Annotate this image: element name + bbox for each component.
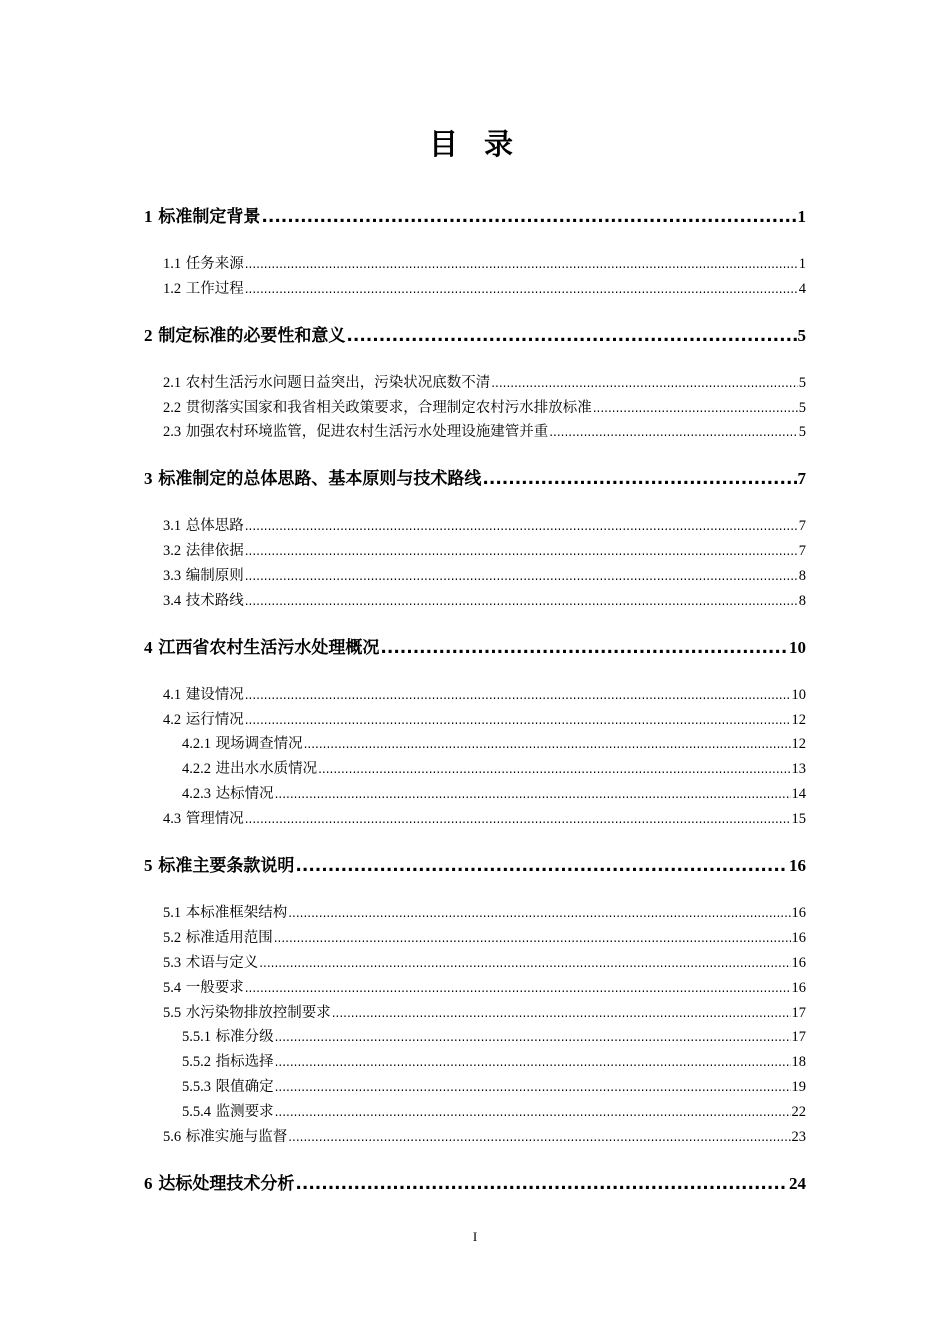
toc-entry-number: 2.1	[163, 375, 182, 391]
toc-entry-text: 术语与定义	[185, 955, 259, 971]
toc-entry-text: 标准分级	[215, 1029, 274, 1045]
toc-entry-number: 4.1	[163, 687, 182, 703]
toc-entry[interactable]	[144, 324, 806, 348]
toc-entry[interactable]	[182, 734, 806, 754]
toc-entry-page: 16	[789, 856, 806, 875]
toc-leader-dots	[288, 903, 790, 923]
toc-entry-page: 7	[797, 469, 806, 488]
toc-entry-text: 贯彻落实国家和我省相关政策要求，合理制定农村污水排放标准	[185, 400, 592, 416]
toc-entry-number: 2.3	[163, 424, 182, 440]
toc-entry-text: 总体思路	[185, 518, 244, 534]
toc-entry-page: 1	[797, 207, 806, 226]
toc-entry-number: 1.2	[163, 281, 182, 297]
toc-leader-dots	[275, 1102, 791, 1122]
toc-entry-text: 水污染物排放控制要求	[185, 1005, 331, 1021]
toc-entry-text: 限值确定	[215, 1079, 274, 1095]
toc-leader-dots	[245, 591, 798, 611]
toc-entry[interactable]	[163, 516, 806, 536]
toc-entry-text: 建设情况	[185, 687, 244, 703]
toc-entry[interactable]	[163, 591, 806, 611]
toc-entry[interactable]	[163, 1003, 806, 1023]
toc-entry-text: 标准适用范围	[185, 930, 273, 946]
toc-entry-page: 1	[798, 256, 806, 272]
toc-entry[interactable]	[182, 1102, 806, 1122]
toc-leader-dots	[346, 324, 796, 348]
toc-entry-text: 编制原则	[185, 568, 244, 584]
toc-entry-number: 4.2.2	[182, 761, 211, 777]
toc-entry-text: 达标处理技术分析	[158, 1174, 295, 1194]
toc-leader-dots	[245, 541, 798, 561]
toc-entry[interactable]	[144, 1172, 806, 1196]
toc-entry[interactable]	[163, 566, 806, 586]
toc-entry-number: 5	[144, 856, 153, 875]
toc-entry-page: 16	[791, 955, 806, 971]
toc-leader-dots	[549, 422, 798, 442]
toc-entry[interactable]	[163, 373, 806, 393]
toc-entry-number: 5.5.3	[182, 1079, 211, 1095]
toc-leader-dots	[245, 710, 791, 730]
toc-entry[interactable]	[163, 541, 806, 561]
toc-entry-number: 3.2	[163, 543, 182, 559]
toc-entry-number: 5.5.4	[182, 1104, 211, 1120]
toc-entry-page: 13	[791, 761, 806, 777]
toc-leader-dots	[245, 978, 791, 998]
toc-leader-dots	[318, 759, 790, 779]
toc-entry-page: 16	[791, 980, 806, 996]
toc-leader-dots	[245, 809, 791, 829]
toc-entry-number: 2.2	[163, 400, 182, 416]
toc-leader-dots	[304, 734, 791, 754]
toc-entry-page: 10	[789, 638, 806, 657]
toc-entry[interactable]	[163, 809, 806, 829]
toc-entry[interactable]	[182, 784, 806, 804]
toc-entry-text: 标准主要条款说明	[158, 856, 295, 876]
toc-entry[interactable]	[182, 1077, 806, 1097]
toc-entry-text: 工作过程	[185, 281, 244, 297]
toc-entry-page: 5	[798, 424, 806, 440]
toc-entry-number: 6	[144, 1174, 153, 1193]
toc-entry[interactable]	[144, 205, 806, 229]
toc-entry-text: 本标准框架结构	[185, 905, 288, 921]
toc-entry[interactable]	[163, 1127, 806, 1147]
toc-entry-page: 23	[791, 1129, 806, 1145]
toc-leader-dots	[288, 1127, 790, 1147]
toc-entry-number: 5.5.2	[182, 1054, 211, 1070]
toc-entry-page: 16	[791, 930, 806, 946]
toc-entry-number: 3.1	[163, 518, 182, 534]
toc-entry-text: 技术路线	[185, 593, 244, 609]
page-title: 目 录	[428, 127, 522, 161]
toc-leader-dots	[261, 205, 796, 229]
toc-entry-text: 农村生活污水问题日益突出，污染状况底数不清	[185, 375, 491, 391]
toc-entry-page: 18	[791, 1054, 806, 1070]
toc-entry-text: 标准制定背景	[158, 207, 261, 227]
toc-entry-page: 19	[791, 1079, 806, 1095]
toc-entry-page: 12	[791, 712, 806, 728]
toc-leader-dots	[245, 566, 798, 586]
toc-entry-page: 7	[798, 518, 806, 534]
toc-entry-page: 17	[791, 1029, 806, 1045]
toc-entry-number: 1.1	[163, 256, 182, 272]
toc-entry-number: 4.3	[163, 811, 182, 827]
toc-entry-page: 8	[798, 568, 806, 584]
toc-leader-dots	[245, 279, 798, 299]
toc-entry-page: 16	[791, 905, 806, 921]
toc-entry-number: 5.4	[163, 980, 182, 996]
toc-entry[interactable]	[163, 279, 806, 299]
toc-entry[interactable]	[144, 467, 806, 491]
toc-entry-text: 进出水水质情况	[215, 761, 318, 777]
toc-entry-text: 管理情况	[185, 811, 244, 827]
toc-entry-text: 任务来源	[185, 256, 244, 272]
toc-entry-number: 5.6	[163, 1129, 182, 1145]
toc-entry-text: 监测要求	[215, 1104, 274, 1120]
toc-entry-number: 3.3	[163, 568, 182, 584]
toc-entry-page: 7	[798, 543, 806, 559]
toc-entry[interactable]	[163, 903, 806, 923]
toc-entry[interactable]	[163, 953, 806, 973]
toc-entry-page: 14	[791, 786, 806, 802]
toc-entry-number: 5.5.1	[182, 1029, 211, 1045]
toc-entry-number: 4.2.1	[182, 736, 211, 752]
toc-entry-number: 3	[144, 469, 153, 488]
toc-entry-number: 4	[144, 638, 153, 657]
toc-entry-number: 4.2.3	[182, 786, 211, 802]
toc-entry-page: 17	[791, 1005, 806, 1021]
toc-entry-text: 加强农村环境监管，促进农村生活污水处理设施建管并重	[185, 424, 549, 440]
toc-entry-number: 2	[144, 326, 153, 345]
toc-leader-dots	[593, 398, 798, 418]
toc-entry[interactable]	[163, 254, 806, 274]
toc-entry-text: 一般要求	[185, 980, 244, 996]
toc-entry[interactable]	[163, 422, 806, 442]
toc-entry-number: 5.2	[163, 930, 182, 946]
toc-leader-dots	[491, 373, 798, 393]
toc-entry-number: 5.1	[163, 905, 182, 921]
toc-leader-dots	[245, 685, 791, 705]
toc-entry[interactable]	[182, 759, 806, 779]
toc-entry-page: 12	[791, 736, 806, 752]
toc-leader-dots	[274, 928, 791, 948]
toc-leader-dots	[275, 784, 791, 804]
toc-leader-dots	[275, 1027, 791, 1047]
toc-leader-dots	[275, 1077, 791, 1097]
toc-entry-number: 4.2	[163, 712, 182, 728]
toc-leader-dots	[380, 636, 788, 660]
toc-leader-dots	[275, 1052, 791, 1072]
toc-entry-number: 5.5	[163, 1005, 182, 1021]
toc-entry-page: 5	[798, 400, 806, 416]
toc-entry-page: 10	[791, 687, 806, 703]
toc-entry[interactable]	[144, 854, 806, 878]
toc-entry-text: 标准制定的总体思路、基本原则与技术路线	[158, 469, 482, 489]
toc-entry-text: 法律依据	[185, 543, 244, 559]
page-footer-number: I	[472, 1229, 478, 1244]
toc-entry-text: 标准实施与监督	[185, 1129, 288, 1145]
toc-entry-page: 15	[791, 811, 806, 827]
toc-entry-page: 24	[789, 1174, 806, 1193]
toc-leader-dots	[245, 254, 798, 274]
toc-leader-dots	[482, 467, 796, 491]
toc-entry-text: 江西省农村生活污水处理概况	[158, 638, 380, 658]
toc-leader-dots	[295, 1172, 788, 1196]
toc-entry[interactable]	[182, 1027, 806, 1047]
toc-entry-text: 运行情况	[185, 712, 244, 728]
toc-entry-page: 5	[797, 326, 806, 345]
toc-entry[interactable]	[163, 398, 806, 418]
toc-entry-text: 指标选择	[215, 1054, 274, 1070]
toc-entry[interactable]	[182, 1052, 806, 1072]
toc-leader-dots	[295, 854, 788, 878]
toc-entry-page: 22	[791, 1104, 806, 1120]
toc-entry-page: 4	[798, 281, 806, 297]
toc-leader-dots	[332, 1003, 791, 1023]
toc-entry-page: 5	[798, 375, 806, 391]
toc-entry-number: 3.4	[163, 593, 182, 609]
toc-entry-text: 制定标准的必要性和意义	[158, 326, 346, 346]
toc-entry[interactable]	[144, 636, 806, 660]
toc-entry[interactable]	[163, 710, 806, 730]
toc-entry[interactable]	[163, 978, 806, 998]
toc-entry-text: 达标情况	[215, 786, 274, 802]
toc-entry-number: 5.3	[163, 955, 182, 971]
toc-entry-text: 现场调查情况	[215, 736, 303, 752]
toc-entry-number: 1	[144, 207, 153, 226]
toc-leader-dots	[245, 516, 798, 536]
toc-entry-page: 8	[798, 593, 806, 609]
toc-entry[interactable]	[163, 928, 806, 948]
toc-leader-dots	[259, 953, 790, 973]
toc-entry[interactable]	[163, 685, 806, 705]
